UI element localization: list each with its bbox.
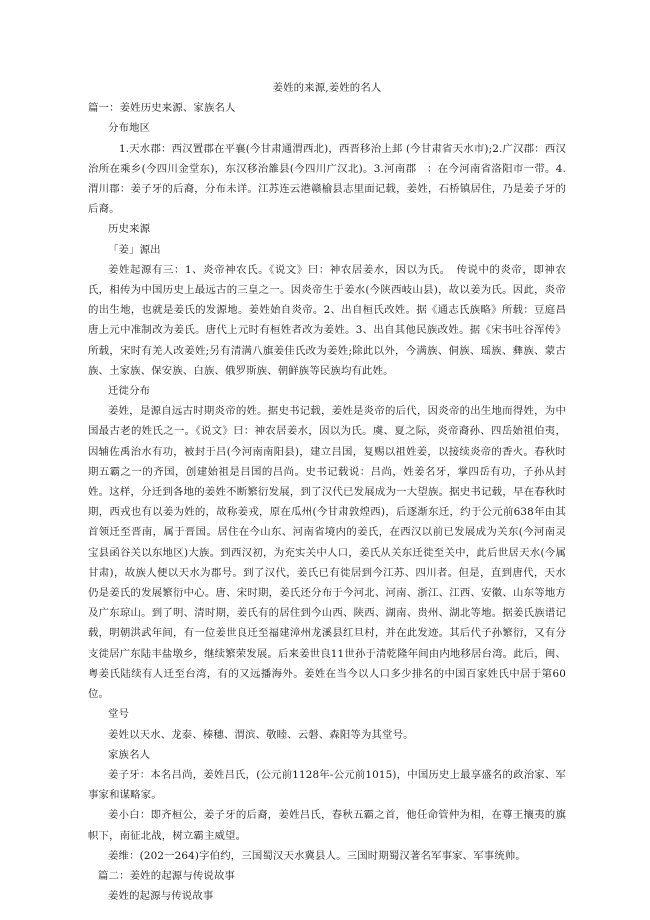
paragraph: 篇二：姜姓的起源与传说故事: [98, 869, 236, 882]
document-body: [88, 98, 566, 906]
paragraph: 「姜」源出: [108, 243, 161, 256]
page-title: 姜姓的来源,姜姓的名人: [272, 82, 382, 94]
paragraph: 姜姓以天水、龙泰、榛穗、渭滨、敬睦、云磐、森阳等为其堂号。: [108, 728, 414, 741]
paragraph: 姜姓起源有三：1、炎帝神农氏。《说文》曰：神农居姜水，因以为氏。 传说中的炎帝，即神农氏，相传为中国历史上最远古的三皇之一。因炎帝生于姜水(今陕西岐山县)，故以姜为氏。因此，炎帝的出生地，也就是姜氏的发源地。姜姓始自炎帝。2、出自桓氏改姓。据《通志氏族略》所载：豆庭昌唐上元中准制改为姜氏。唐代上元时有桓姓者改为姜姓。3、出自其他民族改姓。据《宋书吐谷浑传》所载，宋时有羌人改姜姓;另有清满八旗姜佳氏改为姜姓;除此以外，今满族、侗族、瑶族、彝族、蒙古族、土家族、保安族、白族、俄罗斯族、朝鲜族等民族均有此姓。: [88, 263, 566, 377]
paragraph: 姜维：(202一264)字伯约，三国蜀汉天水冀县人。三国时期蜀汉著名军事家、军事统帅。: [108, 849, 526, 862]
paragraph: 家族名人: [108, 748, 151, 761]
paragraph: 迁徙分布: [108, 385, 151, 398]
document-page: [88, 78, 566, 906]
paragraph: 姜姓，是源自远古时期炎帝的姓。据史书记载，姜姓是炎帝的后代，因炎帝的出生地而得姓，为中国最古老的姓氏之一。《说文》曰：神农居姜水，因以为氏。虞、夏之际，炎帝裔孙、四岳始祖伯夷，因辅佐禹治水有功，被封于吕(今河南南阳县)，建立吕国，复赐以祖姓姜，以接续炎帝的香火。春秋时期五霸之一的齐国，创建始祖是吕国的吕尚。史书记载说：吕尚，姓姜名牙，掌四岳有功，子孙从封姓。这样，分迁到各地的姜姓不断繁衍发展，到了汉代已发展成为一大望族。据史书记载，早在春秋时期，西戎也有以姜为姓的，故称姜戎，原在瓜州(今甘肃敦煌西)，后逐渐东迁，约于公元前638年由其首领迁至晋南，属于晋国。居住在今山东、河南省境内的姜氏，在西汉以前已发展成为关东(今河南灵宝县函谷关以东地区)大族。到西汉初，为充实关中人口，姜氏从关东迁徙至关中，此后世居天水(今属甘肃)，故族人便以天水为郡号。到了汉代，姜氏已有徙居到今江苏、四川者。但是，直到唐代，天水仍是姜氏的发展繁衍中心。唐、宋时期，姜氏还分布于今河北、河南、浙江、江西、安徽、山东等地方及广东琼山。到了明、清时期，姜氏有的居住到今山西、陕西、湖南、贵州、湖北等地。据姜氏族谱记载，明朝洪武年间，有一位姜世良迁至福建漳州龙溪县红旦村，并在此发迹。其后代子孙繁衍，又有分支徙居广东陆丰盐墩乡，继续繁荣发展。后来姜世良11世孙于清乾隆年间由内地移居台湾。此后，闽、粤姜氏陆续有人迁至台湾，有的又远播海外。姜姓在当今以人口多少排名的中国百家姓氏中居于第60位。: [88, 405, 566, 701]
paragraph: 堂号: [108, 708, 130, 721]
paragraph: 姜姓的起源与传说故事: [108, 890, 214, 903]
paragraph: 1.天水郡：西汉置郡在平襄(今甘肃通渭西北)，西晋移治上邽 (今甘肃省天水市);2.广汉郡：西汉治所在乘乡(今四川金堂东)，东汉移治雒县(今四川广汉北)。3.河南郡 ：在今河南省洛阳市一带。4.渭川郡：姜子牙的后裔，分布未详。江苏连云港赣榆县志里面记载，姜姓，石桥镇居住，乃是姜子牙的后裔。: [88, 142, 566, 216]
paragraph: 分布地区: [108, 122, 151, 135]
paragraph: 姜子牙：本名吕尚，姜姓吕氏，(公元前1128年-公元前1015)，中国历史上最享盛名的政治家、军事家和谋略家。: [88, 768, 566, 802]
paragraph: 姜小白：即齐桓公，姜子牙的后裔，姜姓吕氏，春秋五霸之首，他任命管仲为相，在尊王攘夷的旗帜下，南征北战，树立霸主威望。: [88, 809, 566, 842]
paragraph: 历史来源: [108, 223, 151, 236]
paragraph: 篇一：姜姓历史来源、家族名人: [88, 102, 236, 115]
